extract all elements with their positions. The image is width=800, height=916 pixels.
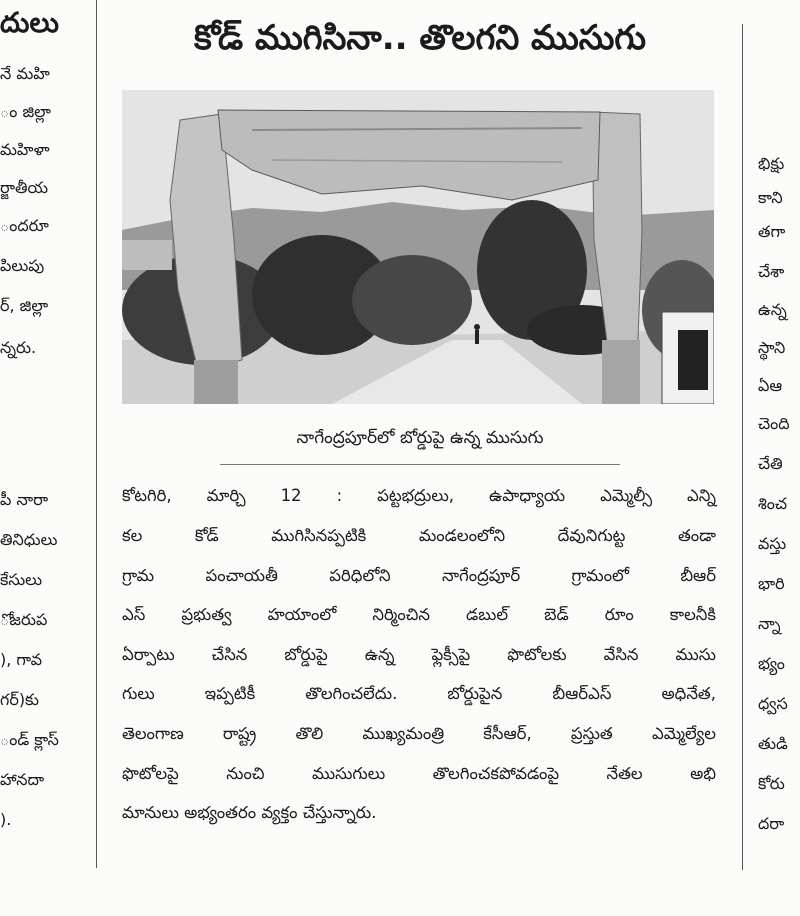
left-column-line: నే మహి (0, 64, 50, 83)
left-column-line: ం జిల్లా (0, 102, 51, 121)
column-divider (96, 0, 97, 868)
body-line: కోటగిరి, మార్చి 12 : పట్టభద్రులు, ఉపాధ్యాయ ఎమ్మెల్సీ ఎన్ని (122, 486, 716, 505)
right-column-line: ధ్వస (758, 694, 788, 713)
left-column-line: హానదా (0, 770, 45, 789)
left-column-line: గర్)కు (0, 690, 39, 709)
right-column-line: తుడి (758, 734, 788, 753)
left-column-line: పిలుపు (0, 256, 45, 275)
left-column-line: న్నరు. (0, 338, 37, 357)
left-column-line: ), గావ (0, 650, 43, 669)
right-column-line: వస్తు (758, 534, 787, 553)
left-column-line: ండ్ క్లాస్ (0, 730, 59, 749)
left-column-line: ). (0, 810, 12, 829)
right-column-fragment (752, 0, 800, 916)
left-column-line: పీ నారా (0, 490, 49, 509)
right-column-line: భారి (758, 574, 785, 593)
right-column-line: ఉన్న (758, 300, 787, 319)
right-column-line: శించ (758, 494, 788, 513)
right-column-line: న్నా (758, 614, 781, 633)
right-column-line: ఏఆ (758, 376, 783, 395)
body-line: గులు ఇప్పటికీ తొలగించలేదు. బోర్డుపైన బీఆర్ఎస్ అధినేత, (122, 684, 716, 703)
left-column-line: కేసులు (0, 570, 43, 589)
left-column-line: తినిధులు (0, 530, 58, 549)
right-column-line: భ్యం (758, 654, 785, 673)
right-column-line: భిక్షు (758, 154, 785, 173)
body-line: తెలంగాణ రాష్ట్ర తొలి ముఖ్యమంత్రి కేసీఆర్, ప్రస్తుత ఎమ్మెల్యేల (122, 724, 716, 743)
left-column-line: ందరూ (0, 216, 49, 235)
right-column-line: చేతి (758, 454, 783, 473)
right-column-line: తగా (758, 222, 786, 241)
body-line: ఏర్పాటు చేసిన బోర్డుపై ఉన్న ఫ్లెక్సీపై ఫొటోలకు వేసిన ముసు (122, 645, 716, 664)
left-column-heading: దులు (0, 6, 59, 39)
right-column-line: చేశా (758, 262, 785, 281)
body-line: మానులు అభ్యంతరం వ్యక్తం చేస్తున్నారు. (122, 803, 377, 822)
body-line: గ్రామ పంచాయతీ పరిధిలోని నాగేంద్రపూర్ గ్రామంలో బీఆర్ (122, 566, 716, 585)
column-divider (742, 24, 743, 870)
left-column-fragment (0, 0, 90, 916)
body-line: ఫొటోలపై నుంచి ముసుగులు తొలగించకపోవడంపై నేతల అభి (122, 764, 716, 783)
left-column-line: ర్జాతీయ (0, 178, 49, 197)
right-column-line: స్థాని (758, 338, 786, 357)
left-column-line: మహిళా (0, 140, 50, 159)
left-column-line: ోజరుప (0, 610, 48, 629)
left-column-line: ర్, జిల్లా (0, 296, 49, 315)
right-column-line: కాని (758, 188, 783, 207)
article-headline: కోడ్ ముగిసినా.. తొలగని ముసుగు (193, 18, 647, 58)
body-line: కల కోడ్ ముగిసినప్పటికి మండలంలోని దేవునిగుట్ట తండా (122, 526, 716, 545)
body-line: ఎస్ ప్రభుత్వ హయాంలో నిర్మించిన డబుల్ బెడ్ రూం కాలనీకి (122, 605, 716, 624)
article-photo (122, 90, 714, 404)
right-column-line: చెంది (758, 414, 790, 433)
caption-rule (220, 464, 620, 465)
photo-caption: నాగేంద్రపూర్‌లో బోర్డుపై ఉన్న ముసుగు (296, 428, 544, 448)
right-column-line: దరా (758, 814, 785, 833)
right-column-line: కోరు (758, 774, 785, 793)
